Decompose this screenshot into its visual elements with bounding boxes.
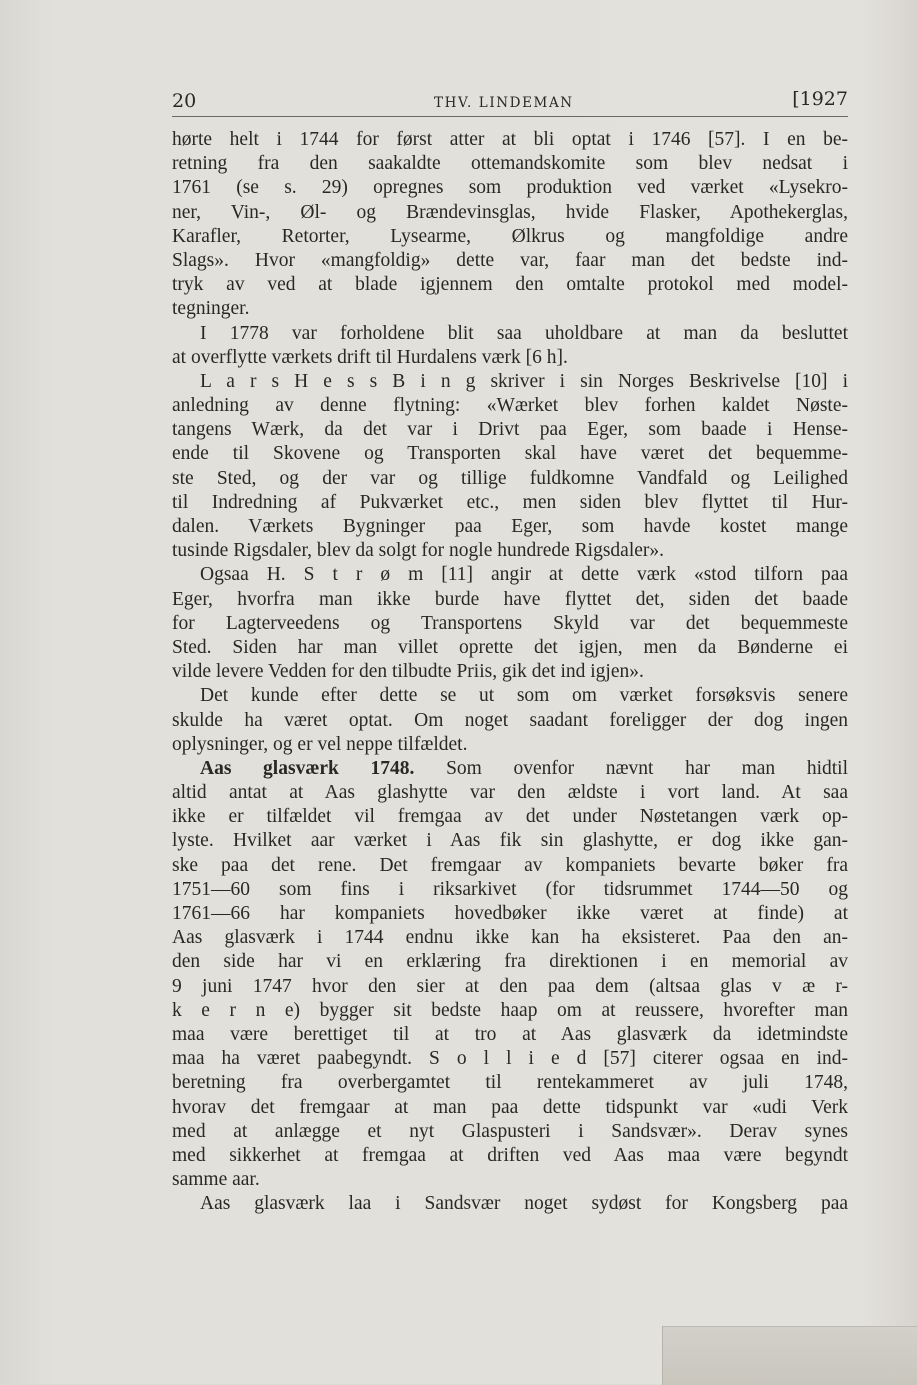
text-line: 1761 (se s. 29) opregnes som produktion ved værket «Lysekro-: [172, 177, 848, 199]
text-line: k e r n e) bygger sit bedste haap om at reussere, hvorefter man: [172, 999, 848, 1021]
text-line: hvorav det fremgaar at man paa dette tidspunkt var «udi Verk: [172, 1096, 848, 1118]
text-line: ste Sted, og der var og tillige fuldkomne Vandfald og Leilighed: [172, 467, 848, 489]
text-line: Aas glasværk i 1744 endnu ikke kan ha eksisteret. Paa den an-: [172, 927, 848, 949]
text-line: hørte helt i 1744 for først atter at bli optat i 1746 [57]. I en be-: [172, 129, 848, 150]
text-line: den side har vi en erklæring fra direktionen i en memorial av: [172, 951, 848, 973]
text-line: Karafler, Retorter, Lysearme, Ølkrus og mangfoldige andre: [172, 225, 848, 247]
text-line: [172, 757, 848, 781]
text-line: altid antat at Aas glashytte var den ældste i vort land. At saa: [172, 782, 848, 804]
text-line-content: Som ovenfor nævnt har man hidtil: [414, 757, 848, 779]
body-text: [172, 128, 848, 1216]
text-line: retning fra den saakaldte ottemandskomite som blev nedsat i: [172, 153, 848, 175]
header-year: [1927: [792, 88, 848, 110]
text-line: tryk av ved at blade igjennem den omtalte protokol med model-: [172, 274, 848, 296]
text-line: samme aar.: [172, 1169, 260, 1191]
text-line: tegninger.: [172, 298, 250, 320]
text-line: tangens Wærk, da det var i Drivt paa Eger, som baade i Hense-: [172, 419, 848, 441]
page-number: 20: [172, 90, 197, 112]
text-line: til Indredning af Pukværket etc., men siden blev flyttet til Hur-: [172, 491, 848, 513]
text-line: maa ha været paabegyndt. S o l l i e d [57] citerer ogsaa en ind-: [172, 1048, 848, 1070]
text-line: Ogsaa H. S t r ø m [11] angir at dette værk «stod tilforn paa: [200, 564, 848, 586]
text-line: L a r s H e s s B i n g skriver i sin Norges Beskrivelse [10] i: [200, 370, 848, 392]
text-line: anledning av denne flytning: «Wærket blev forhen kaldet Nøste-: [172, 395, 848, 417]
text-line: 1751—60 som fins i riksarkivet (for tidsrummet 1744—50 og: [172, 878, 848, 900]
text-line: dalen. Værkets Bygninger paa Eger, som havde kostet mange: [172, 516, 848, 537]
running-head: THV. LINDEMAN: [434, 95, 574, 111]
text-line: beretning fra overbergamtet til rentekammeret av juli 1748,: [172, 1072, 848, 1094]
text-line: vilde levere Vedden for den tilbudte Priis, gik det ind igjen».: [172, 661, 644, 683]
text-line: at overflytte værkets drift til Hurdalens værk [6 h].: [172, 346, 568, 368]
text-line: ske paa det rene. Det fremgaar av kompaniets bevarte bøker fra: [172, 854, 848, 876]
text-line: ikke er tilfældet vil fremgaa av det under Nøstetangen værk op-: [172, 806, 848, 828]
text-line: tusinde Rigsdaler, blev da solgt for nogle hundrede Rigsdaler».: [172, 540, 665, 562]
section-heading: Aas glasværk 1748.: [200, 757, 415, 779]
text-line: ende til Skovene og Transporten skal have været det bequemme-: [172, 443, 848, 465]
text-line: Sted. Siden har man villet oprette det igjen, men da Bønderne ei: [172, 636, 848, 658]
text-line: 1761—66 har kompaniets hovedbøker ikke været at finde) at: [172, 903, 848, 924]
text-line: I 1778 var forholdene blit saa uholdbare at man da besluttet: [200, 322, 848, 344]
text-line: lyste. Hvilket aar værket i Aas fik sin glashytte, er dog ikke gan-: [172, 830, 848, 852]
page-header: [172, 88, 848, 117]
text-line: for Lagterveedens og Transportens Skyld var det bequemmeste: [172, 612, 848, 634]
text-line: ner, Vin-, Øl- og Brændevinsglas, hvide Flasker, Apothekerglas,: [172, 201, 848, 223]
text-line: Det kunde efter dette se ut som om værket forsøksvis senere: [200, 685, 848, 707]
text-line: Eger, hvorfra man ikke burde have flyttet det, siden det baade: [172, 588, 848, 610]
text-line: med at anlægge et nyt Glaspusteri i Sandsvær». Derav synes: [172, 1120, 848, 1142]
page-edge-tab: [662, 1326, 917, 1385]
text-line: Aas glasværk laa i Sandsvær noget sydøst for Kongsberg paa: [200, 1193, 848, 1215]
text-line: 9 juni 1747 hvor den sier at den paa dem (altsaa glas v æ r-: [172, 975, 848, 997]
text-line: med sikkerhet at fremgaa at driften ved Aas maa være begyndt: [172, 1144, 848, 1166]
text-line: Slags». Hvor «mangfoldig» dette var, faar man det bedste ind-: [172, 249, 848, 271]
text-line: maa være berettiget til at tro at Aas glasværk da idetmindste: [172, 1023, 848, 1045]
text-line: oplysninger, og er vel neppe tilfældet.: [172, 733, 468, 755]
text-line: skulde ha været optat. Om noget saadant foreligger der dog ingen: [172, 709, 848, 731]
